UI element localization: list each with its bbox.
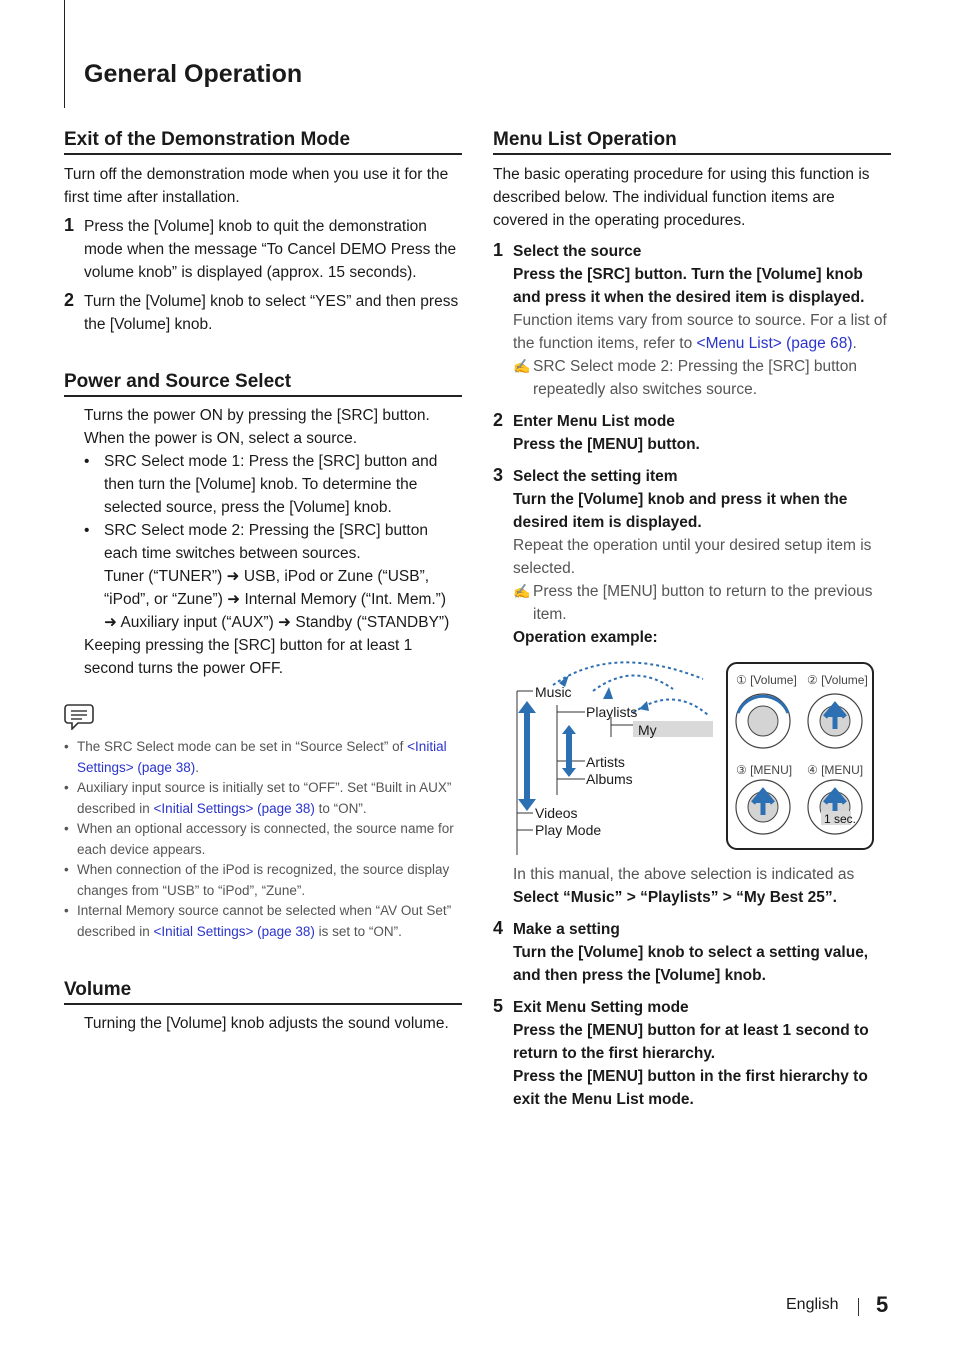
menu-step-3 xyxy=(493,465,891,909)
power-p2: When the power is ON, select a source. xyxy=(84,430,358,447)
power-section-title: Power and Source Select xyxy=(64,370,462,397)
menu-step-4 xyxy=(493,918,891,987)
menu-intro: The basic operating procedure for using this function is described below. The individual function items are covered in the operating procedures. xyxy=(493,166,870,229)
demo-step-1 xyxy=(64,215,462,284)
step-number: 4 xyxy=(493,918,504,938)
menu-step-5 xyxy=(493,996,891,1111)
step-number: 1 xyxy=(493,240,504,260)
operation-example-label: Operation example: xyxy=(513,629,658,646)
operation-diagram xyxy=(493,655,893,855)
note-item xyxy=(64,819,462,860)
tree-item: Videos xyxy=(535,805,578,821)
note-text: When an optional accessory is connected, the source name for each device appears. xyxy=(77,821,454,857)
menu-step-2 xyxy=(493,410,891,456)
demo-step-2 xyxy=(64,290,462,336)
notes-list xyxy=(64,737,462,942)
step-tip xyxy=(513,580,891,626)
step-instruction: Turn the [Volume] knob and press it when the desired item is displayed. xyxy=(513,491,848,531)
menu-step-1 xyxy=(493,240,891,401)
tree-item: Music xyxy=(535,684,572,700)
pencil-icon: ✍ xyxy=(513,358,531,374)
pencil-icon: ✍ xyxy=(513,583,531,599)
page-number: 5 xyxy=(876,1292,889,1317)
one-second-label: 1 sec. xyxy=(824,812,857,826)
menu-section-title: Menu List Operation xyxy=(493,128,891,155)
step-heading: Select the source xyxy=(513,243,642,260)
select-example: Select “Music” > “Playlists” > “My Best 25”. xyxy=(513,889,837,906)
header-rule xyxy=(64,0,65,108)
detail-text: Function items vary from source to source. For a list of the function items, refer to xyxy=(513,312,887,352)
step-tip xyxy=(513,355,891,401)
note-icon xyxy=(64,702,94,730)
step-instruction: Press the [SRC] button. Turn the [Volume] knob and press it when the desired item is displayed. xyxy=(513,266,865,306)
tree-item: My xyxy=(638,722,657,738)
note-text: . xyxy=(195,759,199,775)
tip-text: SRC Select mode 2: Pressing the [SRC] button repeatedly also switches source. xyxy=(533,358,857,398)
panel-label: ④ [MENU] xyxy=(807,763,864,777)
step-number: 2 xyxy=(64,290,75,310)
manual-note: In this manual, the above selection is indicated as xyxy=(513,866,855,883)
step-number: 5 xyxy=(493,996,504,1016)
step-heading: Enter Menu List mode xyxy=(513,413,675,430)
power-p3: Keeping pressing the [SRC] button for at least 1 second turns the power OFF. xyxy=(84,637,413,677)
step-detail xyxy=(513,309,891,355)
step-number: 3 xyxy=(493,465,504,485)
step-instruction: Turn the [Volume] knob to select a setting value, and then press the [Volume] knob. xyxy=(513,944,869,984)
step-heading: Make a setting xyxy=(513,921,620,938)
note-item xyxy=(64,901,462,942)
note-text: When connection of the iPod is recognized, the source display changes from “USB” to “iPod”, “Zune”. xyxy=(77,862,450,898)
left-column xyxy=(64,128,462,1035)
panel-label: ② [Volume] xyxy=(807,673,868,687)
panel-label: ③ [MENU] xyxy=(736,763,793,777)
power-body xyxy=(64,404,462,680)
step-number: 1 xyxy=(64,215,75,235)
tree-item: Play Mode xyxy=(535,822,602,838)
footer-language: English xyxy=(786,1296,839,1313)
src-mode-1-bullet: • SRC Select mode 1: Press the [SRC] button and then turn the [Volume] knob. To determine the selected source, press the [Volume] knob. xyxy=(84,450,462,519)
note-link[interactable]: <Initial Settings> (page 38) xyxy=(153,923,315,939)
step-heading: Exit Menu Setting mode xyxy=(513,999,689,1016)
note-link[interactable]: <Initial Settings> (page 38) xyxy=(77,739,447,775)
tree-item: Albums xyxy=(586,771,633,787)
menu-list-link[interactable]: <Menu List> (page 68) xyxy=(696,335,853,352)
tip-text: Press the [MENU] button to return to the previous item. xyxy=(533,583,873,623)
note-text: Auxiliary input source is initially set to “OFF”. Set “Built in AUX” described in xyxy=(77,780,452,816)
right-column xyxy=(493,128,891,1111)
step-text: Turn the [Volume] knob to select “YES” and then press the [Volume] knob. xyxy=(84,293,459,333)
step-instruction: Press the [MENU] button in the first hierarchy to exit the Menu List mode. xyxy=(513,1068,868,1108)
page-footer xyxy=(786,1292,889,1317)
step-instruction: Press the [MENU] button for at least 1 second to return to the first hierarchy. xyxy=(513,1022,869,1062)
page-title: General Operation xyxy=(84,60,303,88)
detail-text: . xyxy=(852,335,857,352)
note-link[interactable]: <Initial Settings> (page 38) xyxy=(153,800,315,816)
demo-section-title: Exit of the Demonstration Mode xyxy=(64,128,462,155)
power-p1: Turns the power ON by pressing the [SRC] button. xyxy=(84,407,430,424)
step-heading: Select the setting item xyxy=(513,468,678,485)
note-text: to “ON”. xyxy=(314,800,367,816)
note-text: The SRC Select mode can be set in “Source Select” of xyxy=(77,739,408,754)
demo-intro: Turn off the demonstration mode when you use it for the first time after installation. xyxy=(64,166,449,206)
note-item xyxy=(64,860,462,901)
step-detail: Repeat the operation until your desired setup item is selected. xyxy=(513,537,872,577)
source-chain: Tuner (“TUNER”) ➜ USB, iPod or Zune (“USB”, “iPod”, or “Zune”) ➜ Internal Memory (“Int. Mem.”) ➜ Auxiliary input (“AUX”) ➜ Standby (“STANDBY”) xyxy=(104,568,450,631)
step-instruction: Press the [MENU] button. xyxy=(513,436,700,453)
tree-item: Playlists xyxy=(586,704,638,720)
note-text: Internal Memory source cannot be selected when “AV Out Set” described in xyxy=(77,903,452,939)
step-text: Press the [Volume] knob to quit the demonstration mode when the message “To Cancel DEMO Press the volume knob” is displayed (approx. 15 seconds). xyxy=(84,218,457,281)
volume-text: Turning the [Volume] knob adjusts the sound volume. xyxy=(84,1015,449,1032)
note-text: is set to “ON”. xyxy=(314,923,402,939)
note-item xyxy=(64,778,462,819)
footer-divider xyxy=(858,1298,859,1316)
note-item xyxy=(64,737,462,778)
src-mode-2-bullet: • SRC Select mode 2: Pressing the [SRC] button each time switches between sources. xyxy=(84,519,462,565)
tree-item: Artists xyxy=(586,754,625,770)
step-number: 2 xyxy=(493,410,504,430)
volume-section-title: Volume xyxy=(64,978,462,1005)
panel-label: ① [Volume] xyxy=(736,673,797,687)
